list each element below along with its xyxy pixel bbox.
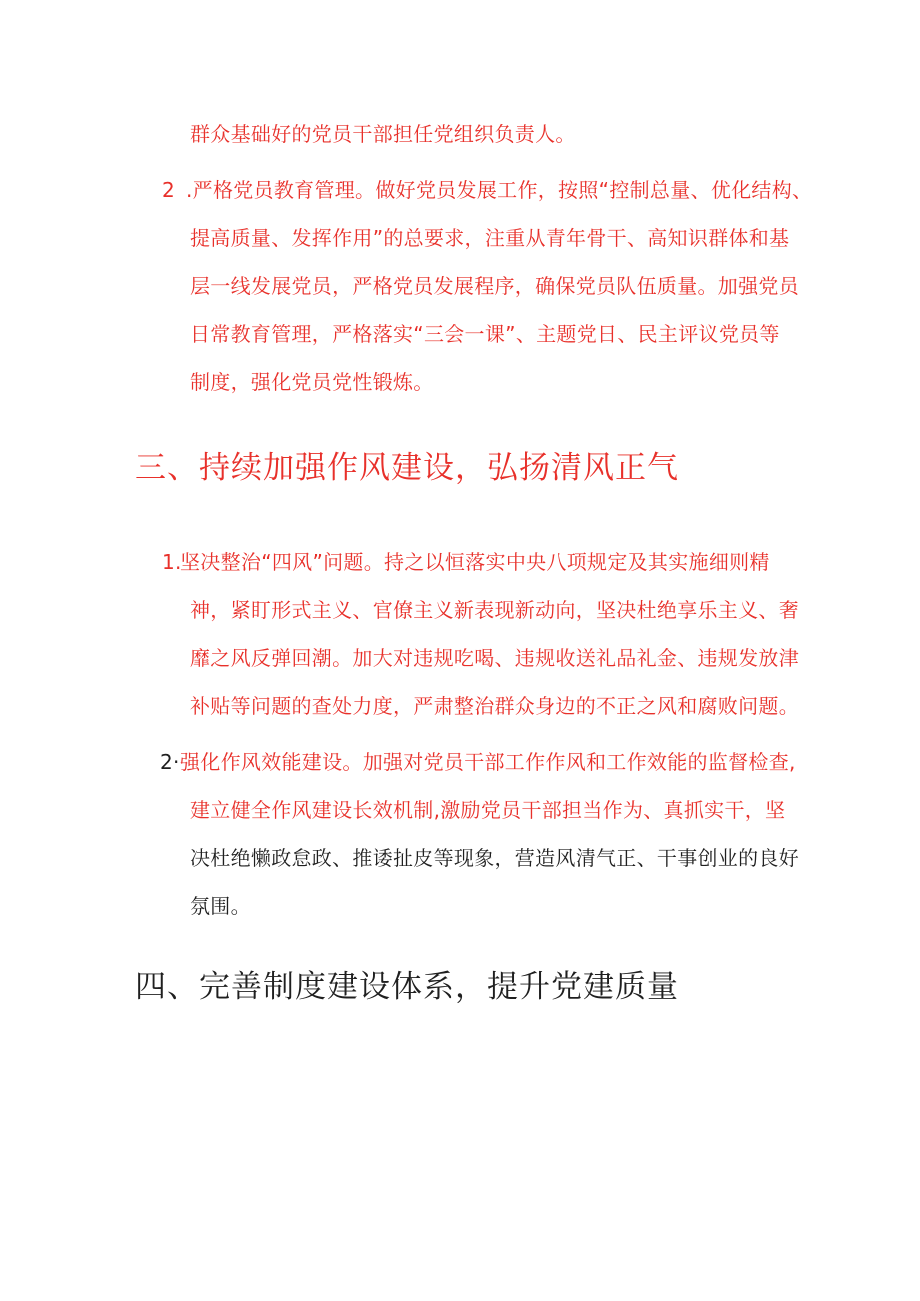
list-item-line: 提高质量、发挥作用”的总要求，注重从青年骨干、高知识群体和基 [190,226,790,250]
list-item-line: 强化作风效能建设。加强对党员干部工作作风和工作效能的监督检查, [180,750,796,774]
list-item-line: 层一线发展党员，严格党员发展程序，确保党员队伍质量。加强党员 [190,274,799,298]
list-item-line: .严格党员教育管理。做好党员发展工作，按照“控制总量、优化结构、 [186,178,813,202]
list-item-line: 神，紧盯形式主义、官僚主义新表现新动向，坚决杜绝享乐主义、奢 [190,598,799,622]
list-item-line: 决杜绝懒政怠政、推诿扯皮等现象，营造风清气正、干事创业的良好 [190,846,799,870]
list-item-line: 氛围。 [190,894,251,918]
list-item-line: 靡之风反弹回潮。加大对违规吃喝、违规收送礼品礼金、违规发放津 [190,646,799,670]
section-heading: 三、持续加强作风建设，弘扬清风正气 [135,450,679,486]
list-item-number: 1. [162,550,182,574]
list-item-line: 建立健全作风建设长效机制,激励党员干部担当作为、真抓实干，坚 [190,798,786,822]
list-item-line: 制度，强化党员党性锻炼。 [190,370,434,394]
list-item-line: 坚决整治“四风”问题。持之以恒落实中央八项规定及其实施细则精 [180,550,770,574]
list-item-line: 日常教育管理，严格落实“三会一课”、主题党日、民主评议党员等 [190,322,780,346]
list-item-number: 2· [160,750,180,774]
list-item-line: 补贴等问题的查处力度，严肃整治群众身边的不正之风和腐败问题。 [190,694,799,718]
section-heading: 四、完善制度建设体系，提升党建质量 [135,969,679,1005]
paragraph-continuation: 群众基础好的党员干部担任党组织负责人。 [190,122,576,146]
list-item-number: 2 [162,178,176,202]
